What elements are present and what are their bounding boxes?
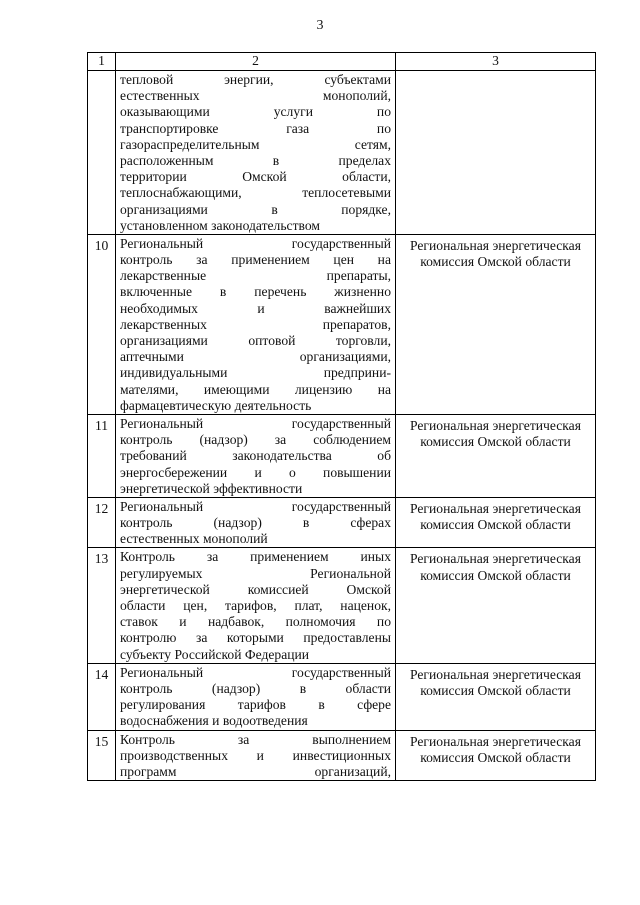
table-row xyxy=(88,71,596,235)
description-line: мателями, имеющими лицензию на xyxy=(120,381,391,397)
row-number: 13 xyxy=(88,548,116,663)
description-line: теплоснабжающими, теплосетевыми xyxy=(120,185,391,201)
authority-line: комиссия Омской области xyxy=(420,749,571,765)
authority-line: Региональная энергетическая xyxy=(410,417,581,433)
description-line: регулирования тарифов в сфере xyxy=(120,697,391,713)
description-line: программ организаций, xyxy=(120,763,391,779)
row-number: 12 xyxy=(88,497,116,548)
description-line: Региональный государственный xyxy=(120,235,391,251)
responsible-authority xyxy=(396,548,596,663)
authority-line: комиссия Омской области xyxy=(420,254,571,270)
description-line: индивидуальными предприни- xyxy=(120,365,391,381)
row-number: 15 xyxy=(88,730,116,781)
description-line: регулируемых Региональной xyxy=(120,565,391,581)
description-line: Контроль за выполнением xyxy=(120,731,391,747)
description-line: области цен, тарифов, плат, наценок, xyxy=(120,598,391,613)
header-row xyxy=(88,53,596,71)
authority-line: Региональная энергетическая xyxy=(410,500,581,516)
description-line: ставок и надбавок, полномочия по xyxy=(120,614,391,630)
responsible-authority xyxy=(396,414,596,497)
table-row xyxy=(88,234,596,414)
description-line: транспортировке газа по xyxy=(120,120,391,136)
control-description xyxy=(116,663,396,730)
control-description xyxy=(116,497,396,548)
control-description xyxy=(116,234,396,414)
authority-line: Региональная энергетическая xyxy=(410,237,581,253)
description-line: фармацевтическую деятельность xyxy=(120,397,312,413)
description-line: энергосбережении и о повышении xyxy=(120,464,391,480)
row-number: 11 xyxy=(88,414,116,497)
description-line: энергетической комиссией Омской xyxy=(120,581,391,597)
table-row xyxy=(88,663,596,730)
row-number: 10 xyxy=(88,234,116,414)
row-number xyxy=(88,71,116,235)
responsible-authority xyxy=(396,663,596,730)
description-line: производственных и инвестиционных xyxy=(120,747,391,763)
description-line: необходимых и важнейших xyxy=(120,300,391,316)
column-header: 1 xyxy=(88,53,116,71)
authority-line: комиссия Омской области xyxy=(420,434,571,450)
description-line: организациями в порядке, xyxy=(120,201,391,217)
description-line: газораспределительным сетям, xyxy=(120,136,391,152)
table-row xyxy=(88,548,596,663)
description-line: контроль (надзор) за соблюдением xyxy=(120,432,391,448)
authority-line: комиссия Омской области xyxy=(420,682,571,698)
description-line: расположенным в пределах xyxy=(120,152,391,168)
responsible-authority xyxy=(396,730,596,781)
description-line: водоснабжения и водоотведения xyxy=(120,713,308,729)
responsible-authority xyxy=(396,234,596,414)
description-line: оказывающими услуги по xyxy=(120,104,391,120)
description-line: Контроль за применением иных xyxy=(120,549,391,565)
authority-line: комиссия Омской области xyxy=(420,517,571,533)
page-number: 3 xyxy=(316,18,324,33)
row-number: 14 xyxy=(88,663,116,730)
authority-line: Региональная энергетическая xyxy=(410,666,581,682)
control-description xyxy=(116,730,396,781)
column-header: 2 xyxy=(116,53,396,71)
description-line: контролю за которыми предоставлены xyxy=(120,630,391,646)
description-line: лекарственные препараты, xyxy=(120,268,391,284)
responsible-authority xyxy=(396,497,596,548)
responsible-authority xyxy=(396,71,596,235)
description-line: включенные в перечень жизненно xyxy=(120,284,391,300)
regulation-table xyxy=(87,52,596,781)
description-line: лекарственных препаратов, xyxy=(120,316,391,332)
control-description xyxy=(116,414,396,497)
description-line: требований законодательства об xyxy=(120,448,391,464)
description-line: Региональный государственный xyxy=(120,415,391,431)
description-line: контроль за применением цен на xyxy=(120,252,391,268)
description-line: энергетической эффективности xyxy=(120,480,303,496)
table-row xyxy=(88,730,596,781)
description-line: контроль (надзор) в области xyxy=(120,680,391,696)
description-line: установленном законодательством xyxy=(120,217,320,233)
description-line: контроль (надзор) в сферах xyxy=(120,515,391,531)
description-line: Региональный государственный xyxy=(120,664,391,680)
description-line: Региональный государственный xyxy=(120,498,391,514)
description-line: тепловой энергии, субъектами xyxy=(120,72,391,87)
description-line: субъекту Российской Федерации xyxy=(120,646,310,662)
control-description xyxy=(116,548,396,663)
authority-line: Региональная энергетическая xyxy=(410,733,581,749)
table-row xyxy=(88,414,596,497)
authority-line: комиссия Омской области xyxy=(420,567,571,583)
description-line: территории Омской области, xyxy=(120,169,391,185)
description-line: организациями оптовой торговли, xyxy=(120,333,391,348)
control-description xyxy=(116,71,396,235)
description-line: естественных монополий xyxy=(120,531,268,547)
authority-line: Региональная энергетическая xyxy=(410,551,581,567)
table-row xyxy=(88,497,596,548)
description-line: естественных монополий, xyxy=(120,88,391,104)
column-header: 3 xyxy=(396,53,596,71)
description-line: аптечными организациями, xyxy=(120,349,391,365)
